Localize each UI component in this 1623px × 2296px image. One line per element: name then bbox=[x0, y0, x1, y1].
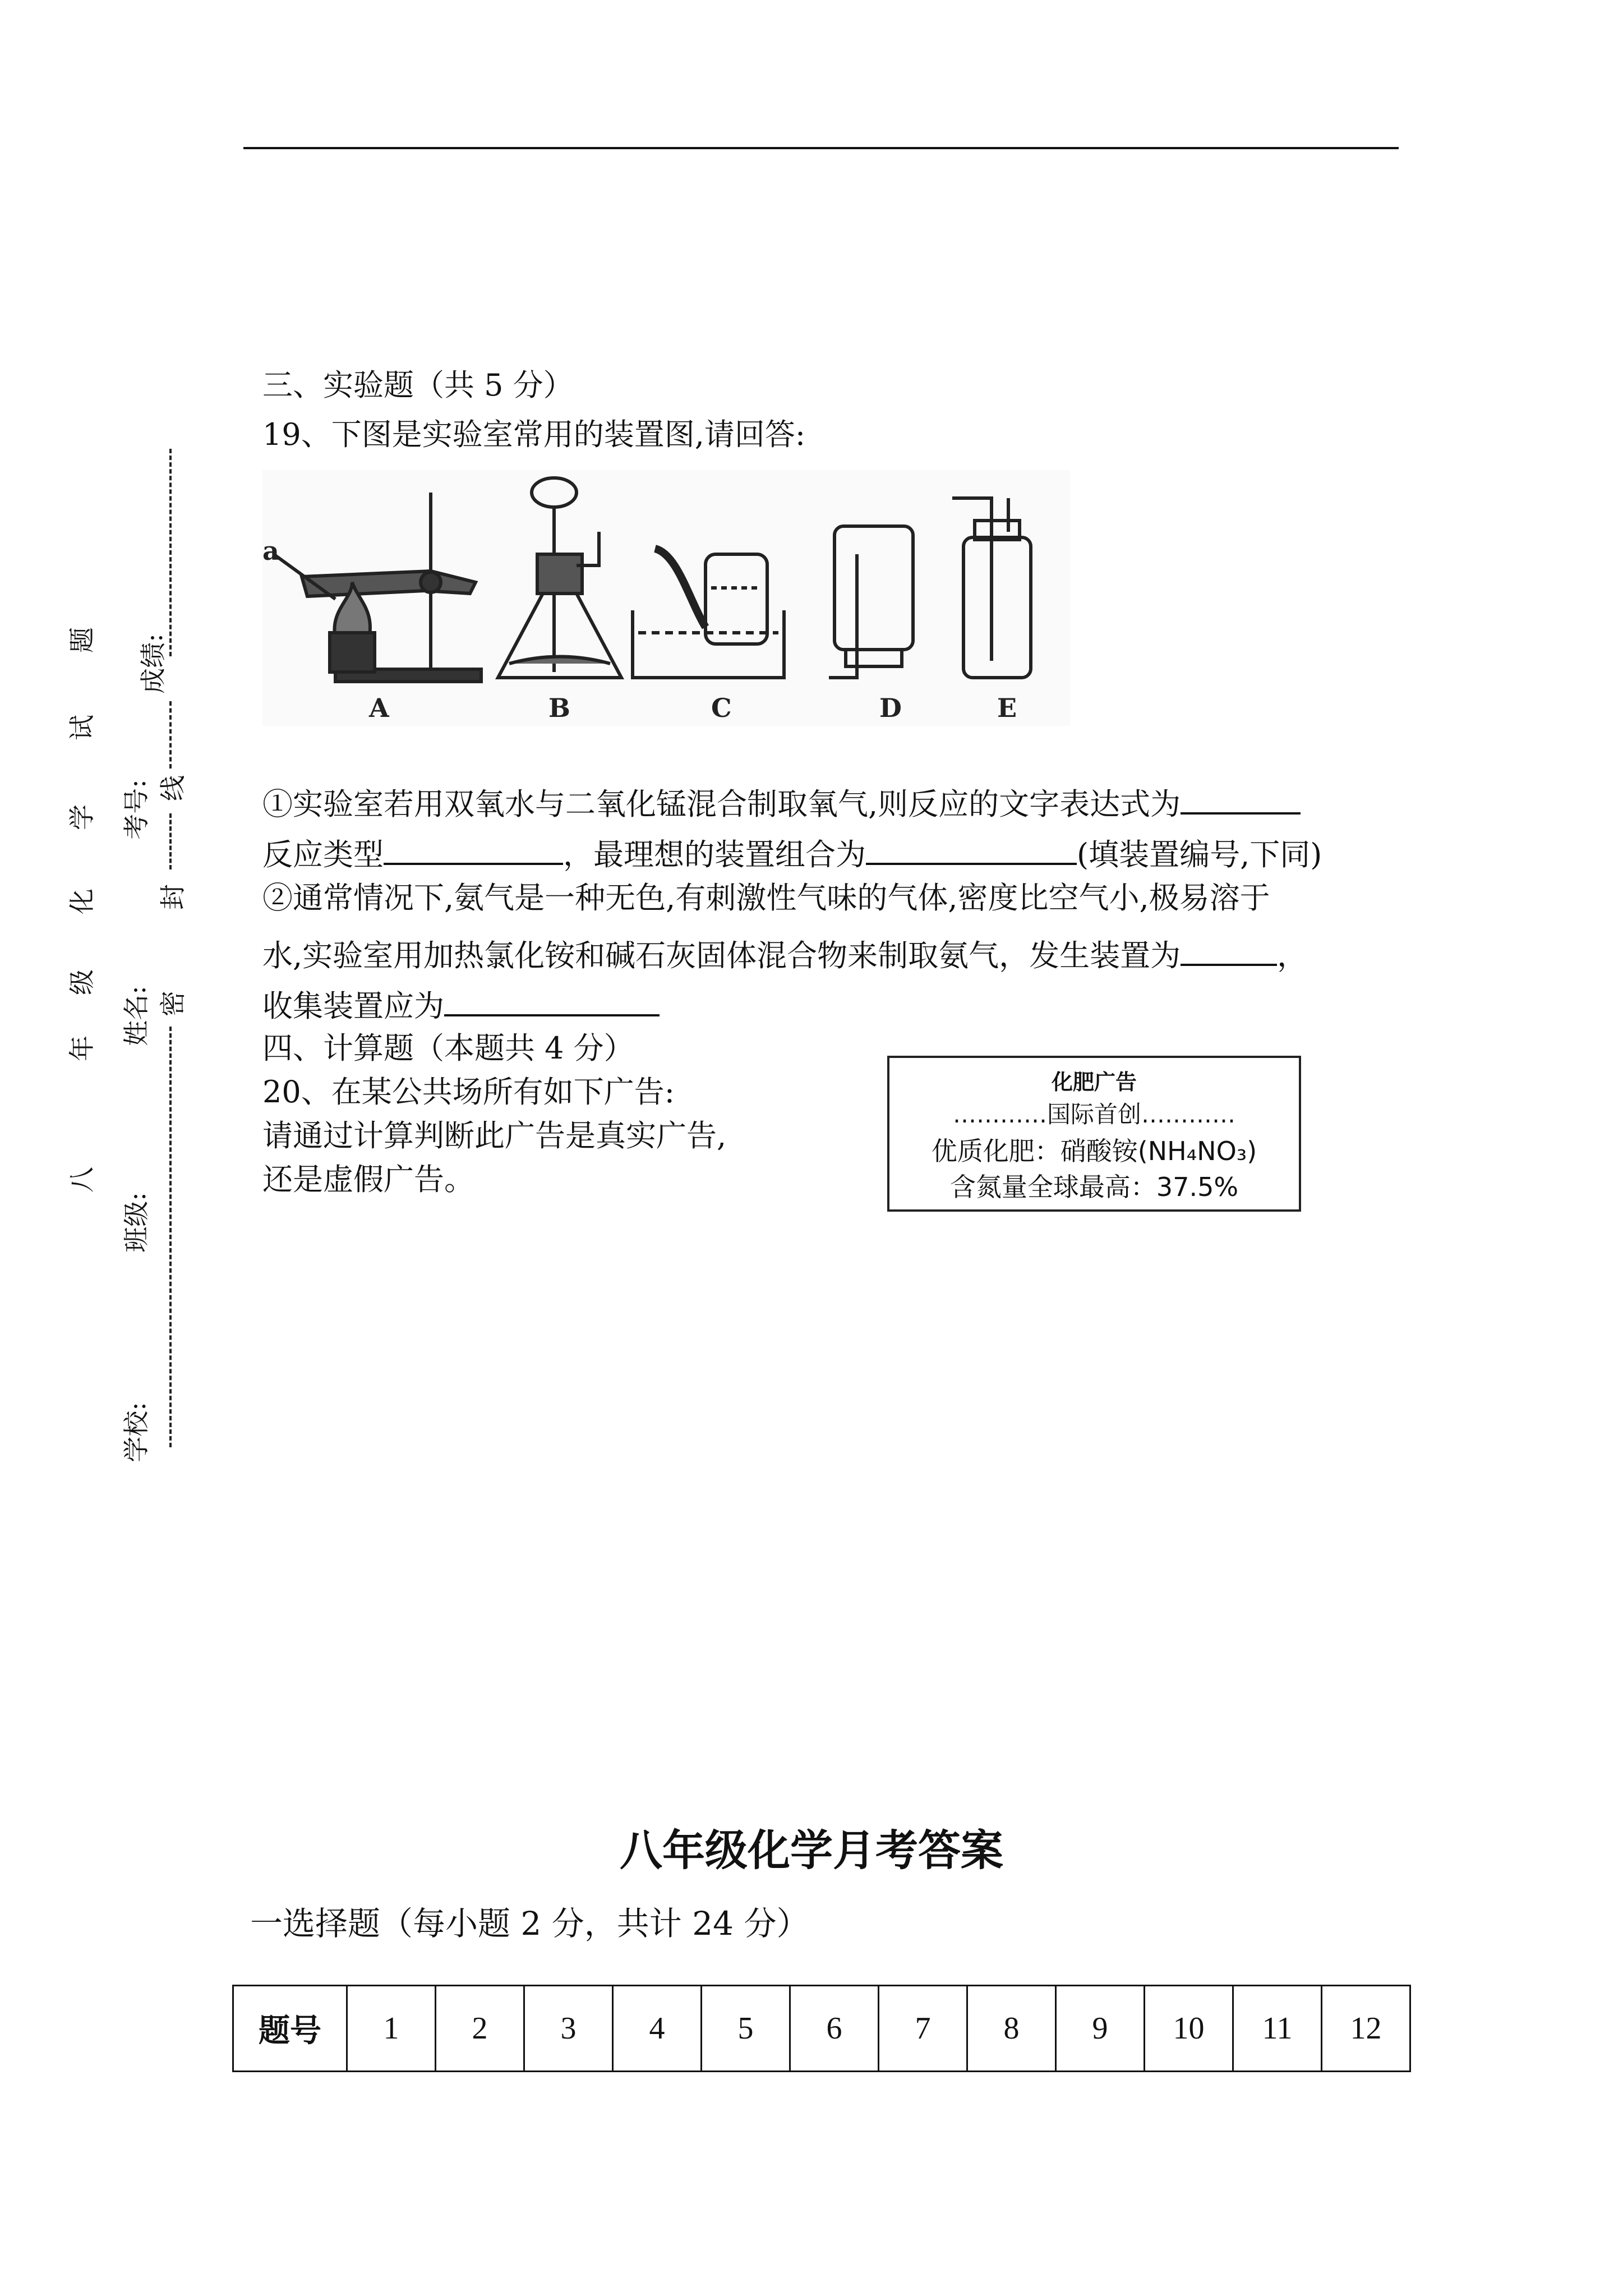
seal-dashed-line bbox=[169, 813, 172, 869]
seal-char-xian: 线 bbox=[158, 775, 188, 801]
margin-char: 题 bbox=[67, 627, 97, 653]
apparatus-combination-blank[interactable] bbox=[866, 832, 1077, 865]
figure-label-c: C bbox=[711, 693, 732, 723]
seal-dashed-line bbox=[169, 701, 172, 769]
section4-heading: 四、计算题（本题共 4 分） bbox=[262, 1030, 634, 1066]
question-19-1-text: ①实验室若用双氧水与二氧化锰混合制取氧气,则反应的文字表达式为 bbox=[262, 786, 1181, 822]
margin-char: 八 bbox=[67, 1167, 97, 1193]
question-number-cell: 9 bbox=[1056, 1986, 1145, 2072]
fertilizer-advertisement bbox=[887, 1056, 1301, 1212]
question-number-cell: 5 bbox=[702, 1986, 790, 2072]
seal-char-feng: 封 bbox=[158, 884, 188, 910]
lab-apparatus-figure bbox=[262, 470, 1070, 726]
question-number-cell: 2 bbox=[436, 1986, 524, 2072]
figure-label-e: E bbox=[997, 693, 1017, 723]
reaction-type-blank[interactable] bbox=[384, 832, 563, 865]
ad-title: 化肥广告 bbox=[1051, 1070, 1137, 1094]
margin-char: 级 bbox=[67, 969, 97, 995]
question-number-cell: 8 bbox=[967, 1986, 1056, 2072]
question-19-1-line1 bbox=[262, 782, 1301, 820]
seal-dashed-line bbox=[169, 1027, 172, 1447]
question-number-cell: 12 bbox=[1322, 1986, 1410, 2072]
question-19-2-line1: ②通常情况下,氨气是一种无色,有刺激性气味的气体,密度比空气小,极易溶于 bbox=[262, 880, 1270, 915]
figure-label-a: A bbox=[369, 693, 389, 723]
name-field-label: 姓名: bbox=[121, 986, 151, 1046]
question-19-2-line3 bbox=[262, 984, 660, 1022]
class-field-label: 班级: bbox=[121, 1192, 151, 1253]
header-rule bbox=[243, 147, 1399, 149]
generator-apparatus-blank[interactable] bbox=[1181, 933, 1277, 966]
figure-pointer-a: a bbox=[262, 536, 279, 566]
section3-heading: 三、实验题（共 5 分） bbox=[262, 367, 574, 403]
margin-char: 学 bbox=[67, 804, 97, 830]
ad-line-2: 优质化肥：硝酸铵(NH₄NO₃) bbox=[931, 1136, 1257, 1166]
apparatus-combination-label: ，最理想的装置组合为 bbox=[563, 837, 866, 872]
exam-number-field-label: 考号: bbox=[121, 779, 151, 840]
ad-line-1: …………国际首创………… bbox=[952, 1101, 1235, 1128]
collector-label: 收集装置应为 bbox=[262, 988, 444, 1024]
question-number-cell: 7 bbox=[879, 1986, 967, 2072]
fill-instruction: (填装置编号,下同) bbox=[1077, 837, 1322, 872]
question-number-cell: 4 bbox=[613, 1986, 702, 2072]
table-header-cell: 题号 bbox=[233, 1986, 347, 2072]
reaction-type-label: 反应类型 bbox=[262, 837, 384, 872]
question-number-cell: 10 bbox=[1145, 1986, 1233, 2072]
figure-label-d: D bbox=[879, 693, 902, 723]
table-row bbox=[233, 1986, 1410, 2072]
reaction-expression-blank[interactable] bbox=[1181, 782, 1301, 815]
school-field-label: 学校: bbox=[121, 1402, 151, 1462]
question-20-prompt: 20、在某公共场所有如下广告: bbox=[262, 1074, 675, 1110]
margin-char: 年 bbox=[67, 1036, 97, 1061]
answer-table bbox=[232, 1985, 1411, 2072]
margin-char: 试 bbox=[67, 715, 97, 740]
figure-label-b: B bbox=[548, 693, 570, 723]
score-field-label: 成绩: bbox=[137, 633, 168, 694]
comma: ， bbox=[1277, 938, 1308, 973]
question-number-cell: 1 bbox=[347, 1986, 436, 2072]
margin-char: 化 bbox=[67, 889, 97, 914]
question-20-line3: 还是虚假广告。 bbox=[262, 1162, 474, 1197]
question-number-cell: 3 bbox=[524, 1986, 613, 2072]
answer-key-title: 八年级化学月考答案 bbox=[620, 1825, 1003, 1875]
seal-dashed-line bbox=[169, 449, 172, 656]
seal-char-mi: 密 bbox=[158, 991, 188, 1016]
generator-label: 水,实验室用加热氯化铵和碱石灰固体混合物来制取氨气，发生装置为 bbox=[262, 938, 1181, 973]
question-number-cell: 6 bbox=[790, 1986, 879, 2072]
question-19-2-line2 bbox=[262, 933, 1307, 971]
question-19-1-line2 bbox=[262, 832, 1322, 870]
ad-line-3: 含氮量全球最高：37.5% bbox=[949, 1172, 1239, 1202]
question-20-line2: 请通过计算判断此广告是真实广告, bbox=[262, 1118, 727, 1153]
collection-apparatus-blank[interactable] bbox=[444, 984, 660, 1016]
question-19-prompt: 19、下图是实验室常用的装置图,请回答: bbox=[262, 417, 806, 452]
question-number-cell: 11 bbox=[1233, 1986, 1322, 2072]
answer-section1-heading: 一选择题（每小题 2 分，共计 24 分） bbox=[250, 1904, 809, 1943]
